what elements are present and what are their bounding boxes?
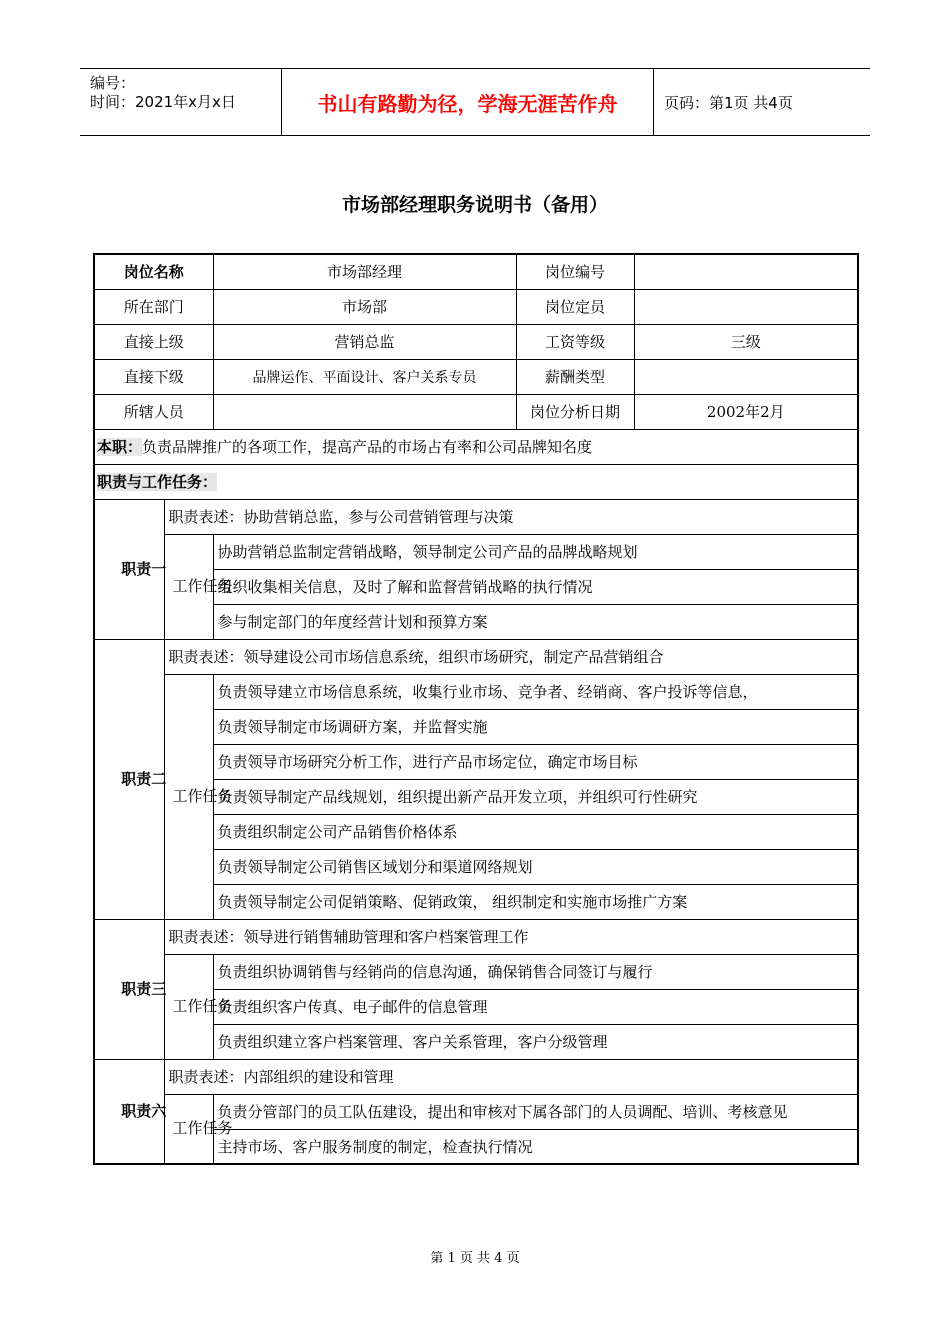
core-duty-cell bbox=[94, 429, 858, 464]
info-key: 岗位分析日期 bbox=[516, 394, 634, 429]
duty-statement: 职责表述：协助营销总监，参与公司营销管理与决策 bbox=[164, 499, 858, 534]
task-item: 负责领导制定市场调研方案，并监督实施 bbox=[213, 709, 858, 744]
duty-statement-row bbox=[94, 639, 858, 674]
info-key: 岗位定员 bbox=[516, 289, 634, 324]
duties-header-row bbox=[94, 464, 858, 499]
duty-label-text: 职责一 bbox=[121, 559, 167, 578]
info-row bbox=[94, 289, 858, 324]
core-duty-text: 负责品牌推广的各项工作，提高产品的市场占有率和公司品牌知名度 bbox=[142, 438, 593, 456]
info-key: 岗位名称 bbox=[94, 254, 213, 289]
duties-header-cell bbox=[94, 464, 858, 499]
task-label-text: 工作任务 bbox=[172, 577, 233, 595]
task-item: 协助营销总监制定营销战略，领导制定公司产品的品牌战略规划 bbox=[213, 534, 858, 569]
task-row bbox=[94, 534, 858, 569]
info-key: 所辖人员 bbox=[94, 394, 213, 429]
info-value bbox=[634, 359, 858, 394]
duty-statement: 职责表述：内部组织的建设和管理 bbox=[164, 1059, 858, 1094]
info-key: 岗位编号 bbox=[516, 254, 634, 289]
header-meta bbox=[80, 69, 282, 135]
info-key: 薪酬类型 bbox=[516, 359, 634, 394]
task-item: 负责组织协调销售与经销尚的信息沟通，确保销售合同签订与履行 bbox=[213, 954, 858, 989]
header-motto: 书山有路勤为径，学海无涯苦作舟 bbox=[282, 69, 654, 135]
task-item: 组织收集相关信息，及时了解和监督营销战略的执行情况 bbox=[213, 569, 858, 604]
task-item: 负责组织客户传真、电子邮件的信息管理 bbox=[213, 989, 858, 1024]
info-value: 市场部 bbox=[213, 289, 516, 324]
task-item: 负责组织制定公司产品销售价格体系 bbox=[213, 814, 858, 849]
duty-statement-row bbox=[94, 919, 858, 954]
document-title: 市场部经理职务说明书（备用） bbox=[341, 194, 608, 216]
task-row bbox=[94, 674, 858, 709]
info-value: 品牌运作、平面设计、客户关系专员 bbox=[213, 359, 516, 394]
duty-label bbox=[94, 919, 167, 1059]
info-value: 三级 bbox=[634, 324, 858, 359]
info-value bbox=[634, 289, 858, 324]
info-key: 直接上级 bbox=[94, 324, 213, 359]
task-item: 负责领导制定公司销售区域划分和渠道网络规划 bbox=[213, 849, 858, 884]
info-value bbox=[213, 394, 516, 429]
page-footer: 第 1 页 共 4 页 bbox=[430, 1251, 520, 1266]
info-row bbox=[94, 359, 858, 394]
info-key: 工资等级 bbox=[516, 324, 634, 359]
task-item: 负责组织建立客户档案管理、客户关系管理，客户分级管理 bbox=[213, 1024, 858, 1059]
task-label-text: 工作任务 bbox=[172, 787, 233, 805]
info-row bbox=[94, 254, 858, 289]
header-page-number: 页码：第1页 共4页 bbox=[664, 93, 793, 112]
task-item: 负责分管部门的员工队伍建设，提出和审核对下属各部门的人员调配、培训、考核意见 bbox=[213, 1094, 858, 1129]
duty-statement: 职责表述：领导进行销售辅助管理和客户档案管理工作 bbox=[164, 919, 858, 954]
task-row bbox=[94, 954, 858, 989]
task-label bbox=[164, 534, 233, 639]
task-item: 负责领导市场研究分析工作，进行产品市场定位，确定市场目标 bbox=[213, 744, 858, 779]
info-value: 市场部经理 bbox=[213, 254, 516, 289]
task-label-text: 工作任务 bbox=[172, 997, 233, 1015]
duty-statement-row bbox=[94, 499, 858, 534]
info-value bbox=[634, 254, 858, 289]
info-row bbox=[94, 394, 858, 429]
task-item: 负责领导建立市场信息系统，收集行业市场、竞争者、经销商、客户投诉等信息， bbox=[213, 674, 858, 709]
duty-label-text: 职责六 bbox=[121, 1101, 167, 1120]
task-row bbox=[94, 1094, 858, 1129]
duty-statement-row bbox=[94, 1059, 858, 1094]
info-value: 2002年2月 bbox=[634, 394, 858, 429]
task-item: 主持市场、客户服务制度的制定，检查执行情况 bbox=[213, 1129, 858, 1164]
task-label bbox=[164, 674, 233, 919]
duty-label-text: 职责三 bbox=[121, 979, 167, 998]
info-value: 营销总监 bbox=[213, 324, 516, 359]
info-key: 直接下级 bbox=[94, 359, 213, 394]
duty-label bbox=[94, 499, 167, 639]
duties-header-label: 职责与工作任务： bbox=[97, 473, 218, 491]
task-item: 负责领导制定产品线规划，组织提出新产品开发立项，并组织可行性研究 bbox=[213, 779, 858, 814]
duty-label bbox=[94, 639, 167, 919]
info-key: 所在部门 bbox=[94, 289, 213, 324]
duty-statement: 职责表述：领导建设公司市场信息系统，组织市场研究，制定产品营销组合 bbox=[164, 639, 858, 674]
task-label bbox=[164, 1094, 233, 1164]
document-time: 时间：2021年x月x日 bbox=[90, 93, 236, 111]
document-header bbox=[80, 68, 870, 136]
job-description-table bbox=[93, 253, 859, 1165]
task-label-text: 工作任务 bbox=[172, 1119, 233, 1138]
document-number: 编号： bbox=[90, 74, 136, 92]
core-duty-label: 本职： bbox=[97, 438, 143, 456]
duty-label-text: 职责二 bbox=[121, 769, 167, 788]
core-duty-row bbox=[94, 429, 858, 464]
task-label bbox=[164, 954, 233, 1059]
info-row bbox=[94, 324, 858, 359]
task-item: 参与制定部门的年度经营计划和预算方案 bbox=[213, 604, 858, 639]
task-item: 负责领导制定公司促销策略、促销政策， 组织制定和实施市场推广方案 bbox=[213, 884, 858, 919]
duty-label bbox=[94, 1059, 167, 1164]
